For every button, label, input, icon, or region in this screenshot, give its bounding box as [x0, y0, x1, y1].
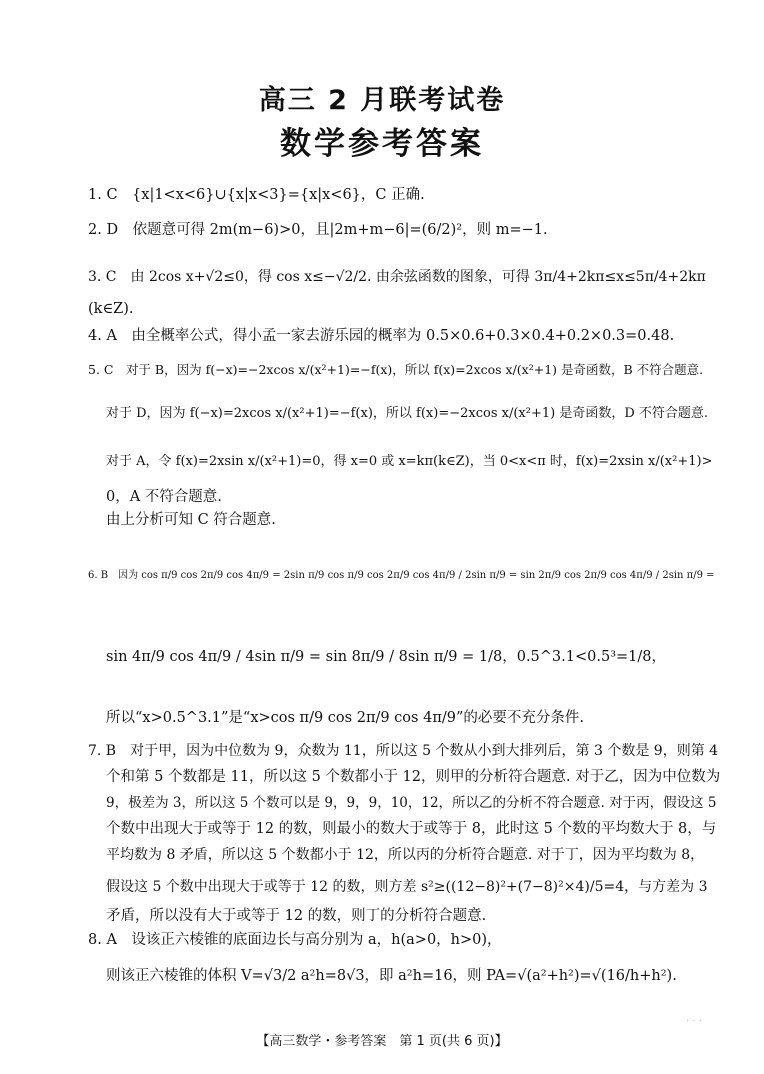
answer-line: 3. C 由 2cos x+√2≤0，得 cos x≤−√2/2. 由余弦函数的图象，可得 3π/4+2kπ≤x≤5π/4+2kπ [88, 269, 706, 285]
answer-line: 0，A 不符合题意. [106, 489, 222, 505]
answer-line: 6. B 因为 cos π/9 cos 2π/9 cos 4π/9 = 2sin π/9 cos π/9 cos 2π/9 cos 4π/9 / 2sin π/9 = sin 2π/9 cos 2π/9 cos 4π/9 / 2sin π/9 = [88, 570, 715, 581]
answer-line: 则该正六棱锥的体积 V=√3/2 a²h=8√3，即 a²h=16，则 PA=√(a²+h²)=√(16/h+h²). [106, 968, 677, 984]
answer-line: 个数中出现大于或等于 12 的数，则最小的数大于或等于 8，此时这 5 个数的平均数大于 8，与 [106, 821, 717, 837]
answer-line: (k∈Z). [88, 301, 134, 317]
answer-line: 个和第 5 个数都是 11，所以这 5 个数都小于 12，则甲的分析符合题意. 对于乙，因为中位数为 [106, 769, 721, 785]
page-subtitle: 数学参考答案 [280, 126, 484, 162]
answer-line: 4. A 由全概率公式，得小孟一家去游乐园的概率为 0.5×0.6+0.3×0.4+0.2×0.3=0.48. [88, 328, 675, 344]
answer-line: 8. A 设该正六棱锥的底面边长与高分别为 a，h(a>0，h>0)， [88, 932, 502, 948]
page-title: 高三 2 月联考试卷 [258, 85, 506, 116]
answer-line: 平均数为 8 矛盾，所以这 5 个数都小于 12，所以丙的分析符合题意. 对于丁，因为平均数为 8， [106, 847, 705, 863]
answer-line: 5. C 对于 B，因为 f(−x)=−2xcos x/(x²+1)=−f(x)，所以 f(x)=2xcos x/(x²+1) 是奇函数，B 不符合题意. [88, 362, 704, 377]
answer-line: 由上分析可知 C 符合题意. [106, 512, 276, 528]
answer-line: 矛盾，所以没有大于或等于 12 的数，则丁的分析符合题意. [106, 908, 487, 924]
answer-line: 9，极差为 3，所以这 5 个数可以是 9，9，9，10，12，所以乙的分析不符合题意. 对于丙，假设这 5 [106, 795, 717, 811]
scan-mark: · · · [686, 1016, 702, 1027]
answer-line: 对于 D，因为 f(−x)=2xcos x/(x²+1)=−f(x)，所以 f(x)=−2xcos x/(x²+1) 是奇函数，D 不符合题意. [106, 406, 709, 421]
answer-line: 对于 A，令 f(x)=2xsin x/(x²+1)=0，得 x=0 或 x=kπ(k∈Z)，当 0<x<π 时，f(x)=2xsin x/(x²+1)> [106, 454, 713, 469]
answer-line: 7. B 对于甲，因为中位数为 9，众数为 11，所以这 5 个数从小到大排列后，第 3 个数是 9，则第 4 [88, 743, 719, 759]
answer-line: sin 4π/9 cos 4π/9 / 4sin π/9 = sin 8π/9 / 8sin π/9 = 1/8，0.5^3.1<0.5³=1/8， [106, 649, 666, 665]
answer-line: 2. D 依题意可得 2m(m−6)>0，且|2m+m−6|=(6/2)²，则 m=−1. [88, 222, 548, 238]
page-footer: 【高三数学・参考答案 第 1 页(共 6 页)】 [256, 1034, 508, 1049]
answer-line: 假设这 5 个数中出现大于或等于 12 的数，则方差 s²≥((12−8)²+(7−8)²×4)/5=4，与方差为 3 [106, 879, 708, 895]
answer-line: 所以“x>0.5^3.1”是“x>cos π/9 cos 2π/9 cos 4π/9”的必要不充分条件. [106, 710, 584, 726]
answer-line: 1. C {x|1<x<6}∪{x|x<3}={x|x<6}，C 正确. [88, 187, 425, 203]
